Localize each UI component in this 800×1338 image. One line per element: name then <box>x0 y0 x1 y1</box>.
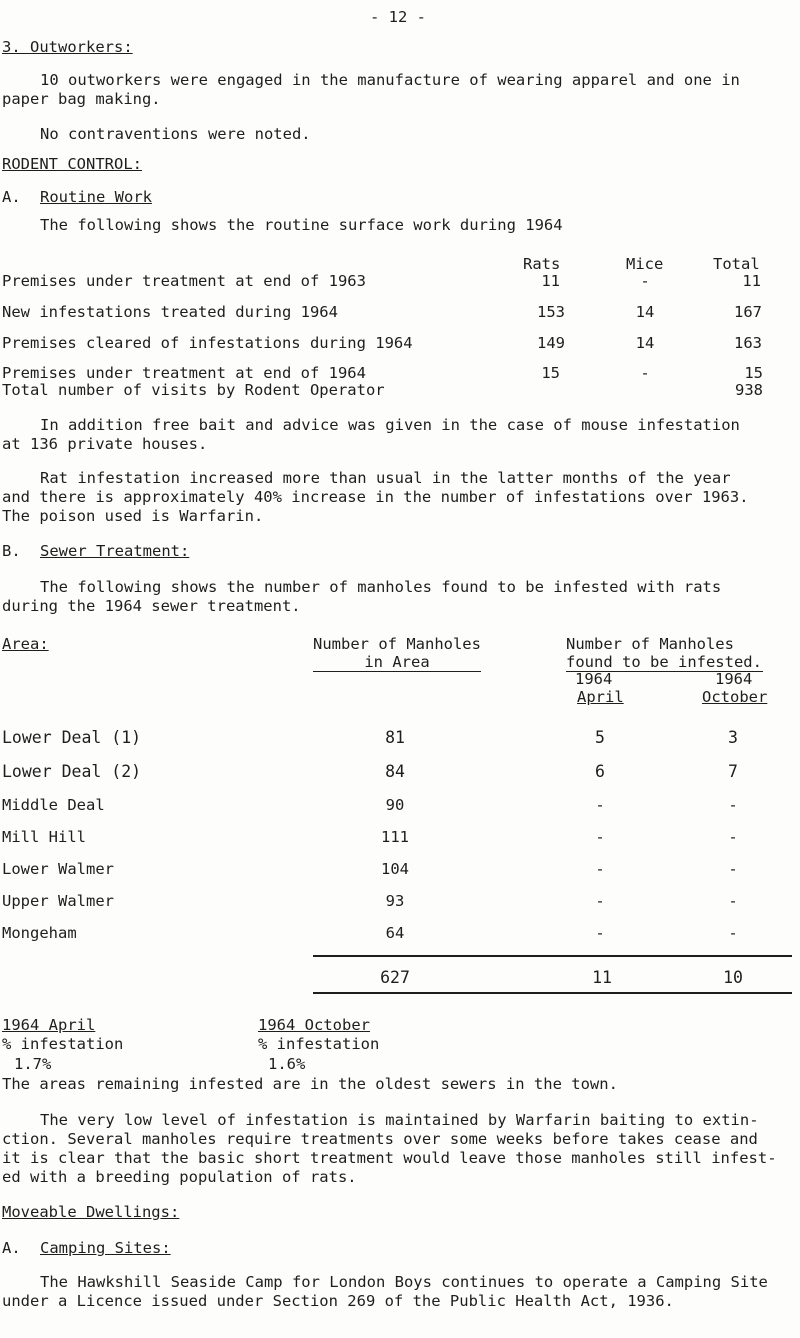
outworkers-para-line-2: paper bag making. <box>2 90 161 108</box>
section-a-label: A. <box>2 188 21 206</box>
routine-work-heading: Routine Work <box>40 188 152 206</box>
area-name: Mill Hill <box>2 828 86 846</box>
pct-april-label: % infestation <box>2 1035 124 1053</box>
area-october: - <box>728 924 738 942</box>
area-name: Upper Walmer <box>2 892 114 910</box>
total-april: 11 <box>592 968 612 987</box>
poison-line: The poison used is Warfarin. <box>2 507 264 525</box>
page-number: - 12 - <box>370 8 426 26</box>
outworkers-contraventions: No contraventions were noted. <box>40 125 311 143</box>
moveable-dwellings-heading: Moveable Dwellings: <box>2 1203 180 1221</box>
routine-row-total: 15 <box>744 364 763 382</box>
pct-april-heading: 1964 April <box>2 1016 96 1034</box>
area-manholes: 84 <box>385 762 405 781</box>
camping-section-label: A. <box>2 1239 21 1257</box>
sub-october: October <box>702 688 768 706</box>
sub-year-october: 1964 <box>715 670 753 688</box>
sewer-intro-line-2: during the 1964 sewer treatment. <box>2 597 301 615</box>
routine-row-label: Total number of visits by Rodent Operator <box>2 381 385 399</box>
area-october: - <box>728 828 738 846</box>
routine-row-label: New infestations treated during 1964 <box>2 303 338 321</box>
routine-row-rats: 11 <box>541 272 560 290</box>
outworkers-para-line-1: 10 outworkers were engaged in the manufacture of wearing apparel and one in <box>40 71 740 89</box>
warfarin-para-line-4: ed with a breeding population of rats. <box>2 1168 357 1186</box>
section-b-label: B. <box>2 542 21 560</box>
area-october: - <box>728 860 738 878</box>
area-manholes: 90 <box>385 796 405 814</box>
sub-april: April <box>577 688 624 706</box>
col-rats: Rats <box>523 255 561 273</box>
col-infested-line-1: Number of Manholes <box>566 635 734 653</box>
area-name: Lower Deal (2) <box>2 762 142 781</box>
area-name: Lower Deal (1) <box>2 728 142 747</box>
warfarin-para-line-1: The very low level of infestation is maintained by Warfarin baiting to extin- <box>40 1111 759 1129</box>
area-october: - <box>728 892 738 910</box>
totals-bottom-rule <box>313 992 792 994</box>
area-april: 6 <box>595 762 605 781</box>
area-april: - <box>595 892 605 910</box>
totals-top-rule <box>313 955 792 957</box>
area-october: 3 <box>728 728 738 747</box>
free-bait-line-2: at 136 private houses. <box>2 435 208 453</box>
area-manholes: 93 <box>385 892 405 910</box>
routine-row-total: 163 <box>734 334 762 352</box>
pct-october-heading: 1964 October <box>258 1016 370 1034</box>
routine-row-total: 167 <box>734 303 762 321</box>
area-name: Mongeham <box>2 924 77 942</box>
area-manholes: 111 <box>381 828 409 846</box>
area-october: 7 <box>728 762 738 781</box>
remaining-infested-line: The areas remaining infested are in the oldest sewers in the town. <box>2 1075 618 1093</box>
rat-infestation-line-2: and there is approximately 40% increase in the number of infestations over 1963. <box>2 488 749 506</box>
routine-row-label: Premises under treatment at end of 1963 <box>2 272 366 290</box>
area-manholes: 81 <box>385 728 405 747</box>
routine-row-mice: 14 <box>635 334 655 352</box>
area-name: Middle Deal <box>2 796 105 814</box>
routine-row-rats: 149 <box>537 334 565 352</box>
col-manholes-line-1: Number of Manholes <box>313 635 481 653</box>
routine-row-total: 11 <box>742 272 761 290</box>
col-mice: Mice <box>626 255 664 273</box>
camping-line-2: under a Licence issued under Section 269 of the Public Health Act, 1936. <box>2 1292 674 1310</box>
routine-row-mice: - <box>640 272 650 290</box>
routine-row-total: 938 <box>735 381 763 399</box>
area-april: 5 <box>595 728 605 747</box>
area-manholes: 104 <box>381 860 409 878</box>
col-manholes-line-2: in Area <box>364 653 430 671</box>
col-total: Total <box>713 255 760 273</box>
total-manholes: 627 <box>380 968 410 987</box>
warfarin-para-line-2: ction. Several manholes require treatments over some weeks before takes cease and <box>2 1130 758 1148</box>
warfarin-para-line-3: it is clear that the basic short treatment would leave those manholes still infest- <box>2 1149 777 1167</box>
routine-row-label: Premises cleared of infestations during 1964 <box>2 334 413 352</box>
area-manholes: 64 <box>385 924 405 942</box>
sewer-treatment-heading: Sewer Treatment: <box>40 542 190 560</box>
routine-row-mice: - <box>640 364 650 382</box>
manholes-header-rule <box>313 671 481 672</box>
outworkers-heading: 3. Outworkers: <box>2 38 133 56</box>
camping-sites-heading: Camping Sites: <box>40 1239 171 1257</box>
sewer-intro-line-1: The following shows the number of manholes found to be infested with rats <box>40 578 722 596</box>
area-name: Lower Walmer <box>2 860 114 878</box>
free-bait-line-1: In addition free bait and advice was given in the case of mouse infestation <box>40 416 740 434</box>
routine-work-intro: The following shows the routine surface work during 1964 <box>40 216 563 234</box>
pct-october-label: % infestation <box>258 1035 380 1053</box>
routine-row-rats: 153 <box>537 303 565 321</box>
area-october: - <box>728 796 738 814</box>
pct-april-value: 1.7% <box>14 1055 52 1073</box>
area-april: - <box>595 860 605 878</box>
routine-row-rats: 15 <box>541 364 560 382</box>
col-area: Area: <box>2 635 49 653</box>
routine-row-mice: 14 <box>635 303 655 321</box>
routine-row-label: Premises under treatment at end of 1964 <box>2 364 366 382</box>
pct-october-value: 1.6% <box>268 1055 306 1073</box>
total-october: 10 <box>723 968 743 987</box>
rat-infestation-line-1: Rat infestation increased more than usual in the latter months of the year <box>40 469 731 487</box>
area-april: - <box>595 796 605 814</box>
col-infested-line-2: found to be infested. <box>566 653 762 671</box>
area-april: - <box>595 828 605 846</box>
area-april: - <box>595 924 605 942</box>
sub-year-april: 1964 <box>575 670 613 688</box>
camping-line-1: The Hawkshill Seaside Camp for London Boys continues to operate a Camping Site <box>40 1273 768 1291</box>
rodent-control-heading: RODENT CONTROL: <box>2 155 142 173</box>
